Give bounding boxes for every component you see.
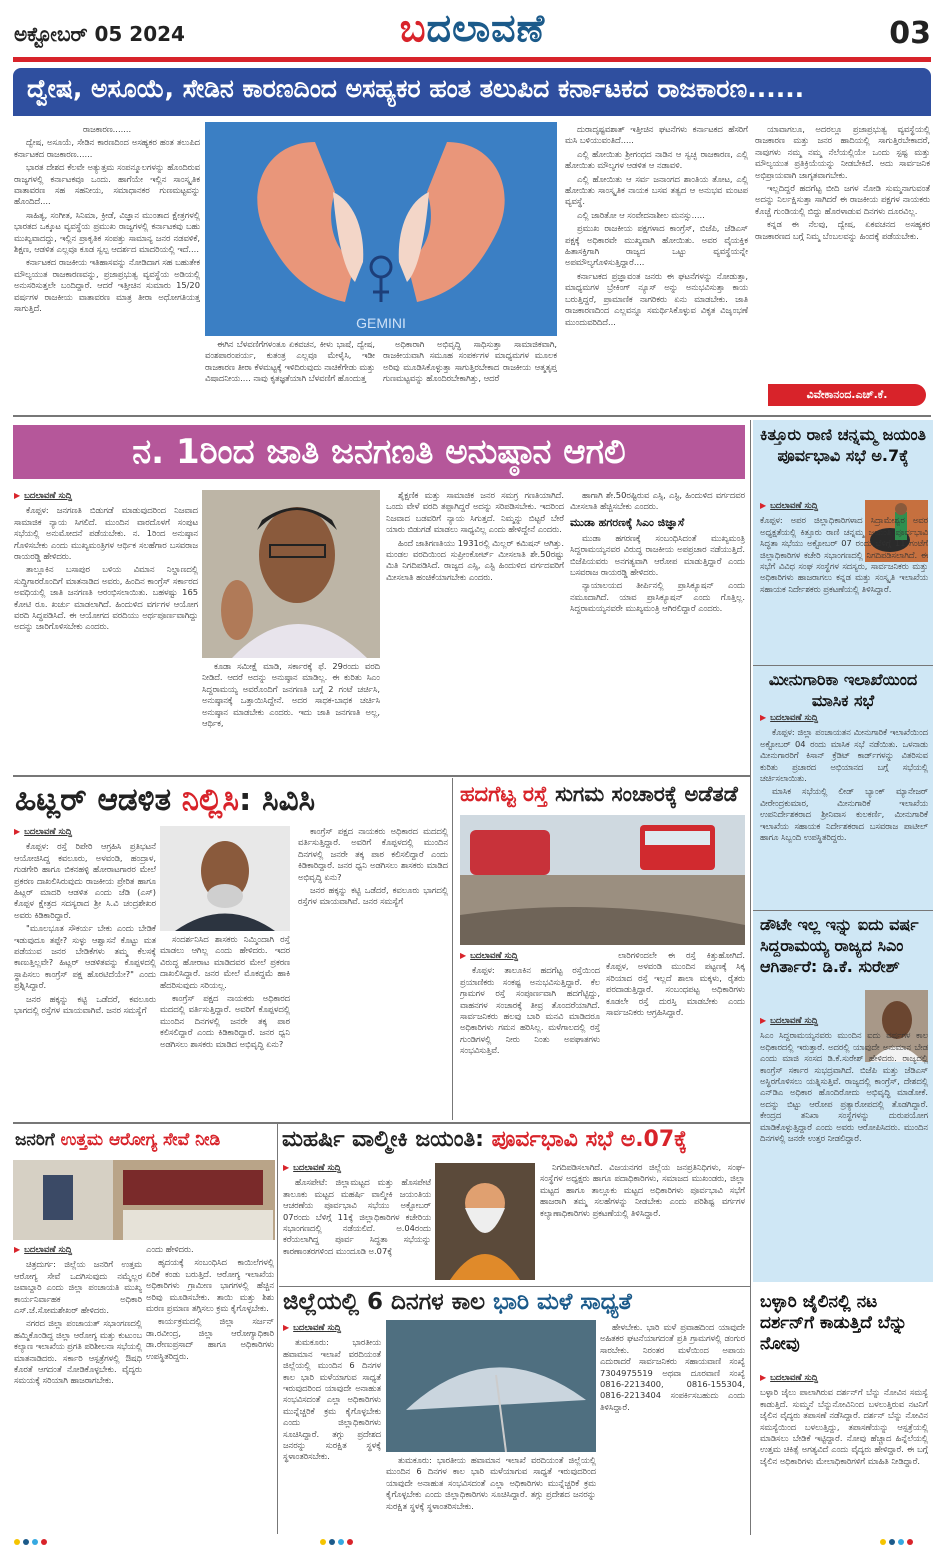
byline: ▶ ಬದಲಾವಣೆ ಸುದ್ದಿ [14, 490, 198, 502]
byline: ▶ ಬದಲಾವಣೆ ಸುದ್ದಿ [14, 1244, 142, 1256]
sidebar-divider [753, 665, 933, 666]
top-story-col1: ರಾಜಕಾರಣ....... ದ್ವೇಷ, ಅಸೂಯೆ, ಸೇಡಿನ ಕಾರಣದಿಂದ ಅಸಹ್ಯಕರ ಹಂತ ತಲುಪಿದ ಕರ್ನಾಟಕದ ರಾಜಕಾರಣ...... ಭಾರತ ದೇಶದ ಕೆಲವೇ ಅತ್ಯುತ್ತಮ ಸಂಪನ್ಮೂಲಗಳನ್ನು ಹೊಂದಿರುವ ರಾಜ್ಯಗಳಲ್ಲಿ ಕರ್ನಾಟಕವೂ ಒಂದು. ಹಾಗೆಯೇ ಇಲ್ಲಿನ ಸಾಂಸ್ಕೃತಿಕ ವಾತಾವರಣ ಸಹ ಸಹನೀಯ, ಸಮಾಧಾನಕರ ಗುಣಮಟ್ಟವನ್ನು ಹೊಂದಿದೆ.... ಸಾಹಿತ್ಯ, ಸಂಗೀತ, ಸಿನಿಮಾ, ಕ್ರೀಡೆ, ವಿಜ್ಞಾನ ಮುಂತಾದ ಕ್ಷೇತ್ರಗಳಲ್ಲಿ ಭಾರತದ ಒಕ್ಕೂಟ ವ್ಯವಸ್ಥೆಯ ಪ್ರಮುಖ ರಾಜ್ಯಗಳಲ್ಲಿ ಕರ್ನಾಟಕವು ಬಹು ಮುಖ್ಯವಾದದ್ದು, ಇಲ್ಲಿನ ಪ್ರಾಕೃತಿಕ ಸಂಪತ್ತು ಸಾಮಾನ್ಯ ಜನರ ನಡವಳಿಕೆ, ಶಿಕ್ಷಣ, ಆಡಳಿತ ಎಲ್ಲವೂ ಕೂಡ ಸ್ವಲ್ಪ ಆದರ್ಶದ ಮಾದರಿಯಲ್ಲಿ ಇದೆ.... ಕರ್ನಾಟಕದ ರಾಜಕೀಯ ಇತಿಹಾಸವನ್ನು ನೋಡಿದಾಗ ಸಹ ಬಹುತೇಕ ಮೌಲ್ಯಯುತ ರಾಜಕಾರಣವನ್ನು, ಪ್ರಜಾಪ್ರಭುತ್ವ ವ್ಯವಸ್ಥೆಯ ಅಡಿಯಲ್ಲಿ ಅನುಸರಿಸುತ್ತಲೇ ಬಂದಿದ್ದಾರೆ. ಆದರೆ ಇತ್ತೀಚಿನ ಸುಮಾರು 15/20 ವರ್ಷಗಳ ರಾಜಕೀಯ ವಾತಾವರಣ ಮಾತ್ರ ತೀರಾ ಅಧೋಗತಿಯತ್ತ ಸಾಗುತ್ತಿದೆ. [14, 124, 200, 314]
byline: ▶ ಬದಲಾವಣೆ ಸುದ್ದಿ [760, 712, 928, 724]
byline: ▶ ಬದಲಾವಣೆ ಸುದ್ದಿ [460, 950, 600, 962]
census-col3: ಶೈಕ್ಷಣಿಕ ಮತ್ತು ಸಾಮಾಜಿಕ ಜನರ ಸಮಗ್ರ ಗಣತಿಯಾಗಿದೆ. ಒಂದು ವೇಳೆ ವರದಿ ತಪ್ಪಾಗಿದ್ದರೆ ಅದನ್ನು ಸರಿಪಡಿಸಬೇಕು. ಇದರಿಂದ ನಿಜವಾದ ಬಡವರಿಗೆ ನ್ಯಾಯ ಸಿಗುತ್ತದೆ. ನಿಮ್ಮನ್ನು ಬಿಟ್ಟರೆ ಬೇರೆ ಯಾರು ಬಿಡುಗಡೆ ಮಾಡಲು ಸಾಧ್ಯವಿಲ್ಲ ಎಂದು ಹೇಳಿದ್ದೇನೆ ಎಂದರು. ಹಿಂದೆ ಜಾತಿಗಣತಿಯು 1931ರಲ್ಲಿ ಮಿಲ್ಲರ್ ಕಮಿಷನ್ ಆಗಿತ್ತು. ಮಂಡಲ ವರದಿಯಿಂದ ಸುಪ್ರೀಂಕೋರ್ಟ್ ಮೀಸಲಾತಿ ಶೇ.50ರಷ್ಟು ಮಿತಿ ನಿಗದಿಪಡಿಸಿದೆ. ರಾಜ್ಯದ ಎಸ್ಸಿ, ಎಸ್ಟಿ ಹಿಂದುಳಿದ ವರ್ಗದವರಿಗೆ ಮೀಸಲಾತಿ ಹಂಚಿಕೆಯಾಗಬೇಕು ಎಂದರು. [386, 490, 564, 582]
footer-dots-center [320, 1530, 356, 1549]
valmiki-col2: ನಿಗದಿಪಡಿಸಲಾಗಿದೆ. ವಿಜಯನಗರ ಜಿಲ್ಲೆಯ ಜನಪ್ರತಿನಿಧಿಗಳು, ಸಂಘ-ಸಂಸ್ಥೆಗಳ ಅಧ್ಯಕ್ಷರು ಹಾಗೂ ಪದಾಧಿಕಾರಿಗಳು, ಸಮಾಜದ ಮುಖಂಡರು, ಜಿಲ್ಲಾ ಮಟ್ಟದ ಹಾಗೂ ತಾಲ್ಲೂಕು ಮಟ್ಟದ ಅಧಿಕಾರಿಗಳು ಪೂರ್ವಭಾವಿ ಸಭೆಗೆ ಹಾಜರಾಗಿ ತಮ್ಮ ಸಲಹೆಗಳನ್ನು ನೀಡಬೇಕು ಎಂದು ಪರಿಶಿಷ್ಟ ವರ್ಗಗಳ ಕಲ್ಯಾಣಾಧಿಕಾರಿಗಳು ಪ್ರಕಟಣೆಯಲ್ಲಿ ತಿಳಿಸಿದ್ದಾರೆ. [540, 1162, 745, 1218]
footer-dot [23, 1539, 29, 1545]
sidebar-divider [753, 910, 933, 911]
byline: ▶ ಬದಲಾವಣೆ ಸುದ್ದಿ [760, 500, 860, 512]
kittur-body: ▶ ಬದಲಾವಣೆ ಸುದ್ದಿ ಕೊಪ್ಪಳ: ಅಪರ ಜಿಲ್ಲಾಧಿಕಾರಿಗಳಾದ ಸಿದ್ರಾಮೇಶ್ವರ ಅವರ ಅಧ್ಯಕ್ಷತೆಯಲ್ಲಿ ಕಿತ್ತೂರು ರಾಣಿ ಚನ್ನಮ್ಮ ಜಯಂತಿ ಪೂರ್ವಭಾವಿ ಸಿದ್ಧತಾ ಸಭೆಯು ಅಕ್ಟೋಬರ್ 07 ರಂದು ಬೆಳಿಗ್ಗೆ 11 ಗಂಟೆಗೆ ಜಿಲ್ಲಾಧಿಕಾರಿಗಳ ಕಚೇರಿ ಸಭಾಂಗಣದಲ್ಲಿ ನಿಗದಿಪಡಿಸಲಾಗಿದೆ. ಈ ಸಭೆಗೆ ವಿವಿಧ ಸಂಘ ಸಂಸ್ಥೆಗಳ ಸದಸ್ಯರು, ಸಾರ್ವಜನಿಕರು ಮತ್ತು ಅಧಿಕಾರಿಗಳು ಹಾಜರಾಗಲು ಕನ್ನಡ ಮತ್ತು ಸಂಸ್ಕೃತಿ ಇಲಾಖೆಯ ಸಹಾಯಕ ನಿರ್ದೇಶಕರು ಪ್ರಕಟಣೆಯಲ್ಲಿ ತಿಳಿಸಿದ್ದಾರೆ. [760, 500, 928, 660]
census-col4: ಹಾಗಾಗಿ ಶೇ.50ರಷ್ಟಿರುವ ಎಸ್ಸಿ, ಎಸ್ಟಿ, ಹಿಂದುಳಿದ ವರ್ಗದವರ ಮೀಸಲಾತಿ ಹೆಚ್ಚಿಸಬೇಕು ಎಂದರು. ಮುಡಾ ಹಗರಣಕ್ಕೆ ಸಿಎಂ ಜಿಜ್ಞಾಸೆ ಮುಡಾ ಹಗರಣಕ್ಕೆ ಸಂಬಂಧಿಸಿದಂತೆ ಮುಖ್ಯಮಂತ್ರಿ ಸಿದ್ದರಾಮಯ್ಯನವರ ವಿರುದ್ಧ ರಾಜಕೀಯ ಅಪಪ್ರಚಾರ ನಡೆಯುತ್ತಿದೆ. ಬಿಜೆಪಿಯವರು ಅನಗತ್ಯವಾಗಿ ಆರೋಪ ಮಾಡುತ್ತಿದ್ದಾರೆ ಎಂದು ಬಸವರಾಜ ರಾಯರಡ್ಡಿ ಹೇಳಿದರು. ನ್ಯಾಯಾಲಯದ ತೀರ್ಪಿನಲ್ಲಿ ಪ್ರಾಸಿಕ್ಯೂಷನ್ ಎಂದು ನಮೂದಾಗಿದೆ. ಯಾವ ಪ್ರಾಸಿಕ್ಯೂಷನ್ ಎಂದು ಗೊತ್ತಿಲ್ಲ. ಸಿದ್ದರಾಮಯ್ಯನವರೇ ಮುಖ್ಯಮಂತ್ರಿ ಆಗಿರಲಿದ್ದಾರೆ ಎಂದರು. [570, 490, 745, 614]
ballari-headline: ಬಳ್ಳಾರಿ ಜೈಲಿನಲ್ಲಿ ನಟ ದರ್ಶನ್‌ಗೆ ಕಾಡುತ್ತಿದೆ ಬೆನ್ನು ನೋವು [760, 1292, 908, 1354]
section-divider [13, 1122, 750, 1124]
dk-suresh-body: ▶ ಬದಲಾವಣೆ ಸುದ್ದಿ ಸಿಎಂ ಸಿದ್ದರಾಮಯ್ಯನವರು ಮುಂದಿನ ಐದು ವರ್ಷಗಳ ಕಾಲ ಅಧಿಕಾರದಲ್ಲಿ ಇರುತ್ತಾರೆ. ಅದರಲ್ಲಿ ಯಾವುದೇ ಅನುಮಾನ ಬೇಡ ಎಂದು ಮಾಜಿ ಸಂಸದ ಡಿ.ಕೆ.ಸುರೇಶ್ ಹೇಳಿದರು. ರಾಜ್ಯದಲ್ಲಿ ಕಾಂಗ್ರೆಸ್ ಸರ್ಕಾರ ಸುಭದ್ರವಾಗಿದೆ. ಬಿಜೆಪಿ ಮತ್ತು ಜೆಡಿಎಸ್ ಅಸ್ಥಿರಗೊಳಿಸಲು ಯತ್ನಿಸುತ್ತಿವೆ. ರಾಜ್ಯದಲ್ಲಿ ಕಾಂಗ್ರೆಸ್, ದೇಶದಲ್ಲಿ ಎನ್‌ಡಿಎ ಅಧಿಕಾರ ಹೊಂದಿರೋದು ಅಭಿವೃದ್ಧಿ ಮಾಡೋಕೆ. ಅದನ್ನು ಬಿಟ್ಟು ಆರೋಪ ಪ್ರತ್ಯಾರೋಪದಲ್ಲಿ ತೊಡಗಿದ್ದಾರೆ. ಕೇಂದ್ರದ ತನಿಖಾ ಸಂಸ್ಥೆಗಳನ್ನು ದುರುಪಯೋಗ ಮಾಡಿಕೊಳ್ಳುತ್ತಿದ್ದಾರೆ ಎಂದು ಅವರು ಆರೋಪಿಸಿದರು. ಮುಂದಿನ ದಿನಗಳಲ್ಲಿ ಜನರೇ ಉತ್ತರ ನೀಡಲಿದ್ದಾರೆ. [760, 1015, 928, 1280]
rain-headline: ಜಿಲ್ಲೆಯಲ್ಲಿ 6 ದಿನಗಳ ಕಾಲ ಭಾರಿ ಮಳೆ ಸಾಧ್ಯತೆ [283, 1289, 632, 1315]
byline: ▶ ಬದಲಾವಣೆ ಸುದ್ದಿ [760, 1372, 928, 1384]
valmiki-image [435, 1163, 535, 1280]
footer-dot [880, 1539, 886, 1545]
fisheries-headline: ಮೀನುಗಾರಿಕಾ ಇಲಾಖೆಯಿಂದ ಮಾಸಿಕ ಸಭೆ [768, 670, 918, 710]
column-divider [452, 778, 453, 1120]
top-story-col3: ದುರಾದೃಷ್ಟವಶಾತ್ ಇತ್ತೀಚಿನ ಘಟನೆಗಳು ಕರ್ನಾಟಕದ ಹೆಸರಿಗೆ ಮಸಿ ಬಳಿಯುವಂತಿದೆ..... ಎಲ್ಲಿ ಹೋಯಿತು ಶ್ರೀಗಂಧದ ನಾಡಿನ ಆ ಸ್ವಚ್ಛ ರಾಜಕಾರಣ, ಎಲ್ಲಿ ಹೋಯಿತು ಮೌಲ್ಯಗಳ ಆಡಳಿತ ಆ ನಡಾವಳಿ. ಎಲ್ಲಿ ಹೋಯಿತು ಆ ಸರ್ವ ಜನಾಂಗದ ಶಾಂತಿಯ ತೋಟ, ಎಲ್ಲಿ ಹೋಯಿತು ಸಾಂಸ್ಕೃತಿಕ ನಾಯಕ ಬಸವ ತತ್ವದ ಆ ಅನುಭವ ಮಂಟಪ ವ್ಯವಸ್ಥೆ. ಎಲ್ಲಿ ಜಾರಿತೋ ಆ ಸಂವೇದನಾಶೀಲ ಮನಸ್ಸು..... ಪ್ರಮುಖ ರಾಜಕೀಯ ಪಕ್ಷಗಳಾದ ಕಾಂಗ್ರೆಸ್, ಬಿಜೆಪಿ, ಜೆಡಿಎಸ್ ಪಕ್ಷಕ್ಕೆ ಅಧಿಕಾರವೇ ಮುಖ್ಯವಾಗಿ ಹೋಯಿತು. ಅವರ ವೈಯಕ್ತಿಕ ಹಿತಾಸಕ್ತಿಗಾಗಿ ರಾಜ್ಯದ ಒಟ್ಟು ವ್ಯವಸ್ಥೆಯನ್ನೇ ಅಪಮೌಲ್ಯಗೊಳಿಸುತ್ತಿದ್ದಾರೆ.... ಕರ್ನಾಟಕದ ಪ್ರಜ್ಞಾವಂತ ಜನರು ಈ ಘಟನೆಗಳನ್ನು ನೋಡುತ್ತಾ, ಮಾಧ್ಯಮಗಳ ಬ್ರೇಕಿಂಗ್ ನ್ಯೂಸ್ ಅನ್ನು ಅನುಭವಿಸುತ್ತಾ ಕಾಯ ಬರುತ್ತಿದ್ದರೆ, ಪ್ರಾಮಾಣಿಕ ನಾಗರಿಕರು ಏನು ಮಾಡಬೇಕು. ಜಾತಿ ರಾಜಕಾರಣದಿಂದ ಎಲ್ಲವನ್ನೂ ಸಮರ್ಥಿಸಿಕೊಳ್ಳುವ ವಿಕೃತ ವಿಜೃಂಭಣೆ ಮುಂದುವರಿದಿದೆ... [565, 124, 748, 327]
cv-chandrashekar-photo [160, 826, 290, 931]
health-meeting-photo [13, 1160, 275, 1240]
dk-suresh-headline: ಡೌಟೇ ಇಲ್ಲ ಇನ್ನು ಐದು ವರ್ಷ ಸಿದ್ದರಾಮಯ್ಯ ರಾಜ್ಯದ ಸಿಎಂ ಆಗಿರ್ತಾರೆ: ಡಿ.ಕೆ. ಸುರೇಶ್ [760, 915, 919, 976]
rain-col1b: ತುಮಕೂರು: ಭಾರತೀಯ ಹವಾಮಾನ ಇಲಾಖೆ ವರದಿಯಂತೆ ಜಿಲ್ಲೆಯಲ್ಲಿ ಮುಂದಿನ 6 ದಿನಗಳ ಕಾಲ ಭಾರಿ ಮಳೆಯಾಗುವ ಸಾಧ್ಯತೆ ಇರುವುದರಿಂದ ಯಾವುದೇ ಅನಾಹುತ ಸಂಭವಿಸದಂತೆ ಎಲ್ಲಾ ಅಧಿಕಾರಿಗಳು ಮುನ್ನೆಚ್ಚರಿಕೆ ಕ್ರಮ ಕೈಗೊಳ್ಳಬೇಕು ಎಂದು ಜಿಲ್ಲಾಧಿಕಾರಿಗಳು ಸೂಚಿಸಿದ್ದಾರೆ. ತಗ್ಗು ಪ್ರದೇಶದ ಜನರನ್ನು ಸುರಕ್ಷಿತ ಸ್ಥಳಕ್ಕೆ ಸ್ಥಳಾಂತರಿಸಬೇಕು. [386, 1455, 596, 1511]
hitler-headline: ಹಿಟ್ಲರ್ ಆಡಳಿತ ನಿಲ್ಲಿಸಿ: ಸಿವಿಸಿ [15, 782, 316, 818]
top-story-col2b: ಅಧಿಕಾರಾಗಿ ಅಭಿವೃದ್ಧಿ ಸಾಧಿಸುತ್ತಾ ಸಾಮಾಜಿಕವಾಗಿ, ರಾಜಕೀಯವಾಗಿ ಸಮೂಹ ಸಂಪರ್ಕಗಳ ಮಾಧ್ಯಮಗಳ ಮೂಲಕ ಅರಿವು ಮೂಡಿಸಿಕೊಳ್ಳುತ್ತಾ ಸಾಗುತ್ತಿರಬೇಕಾದ ರಾಜಕೀಯ ಆತ್ಮತೃಪ್ತ ಗುಣಮಟ್ಟವನ್ನು ಹೊಂದಿರಬೇಕಾಗಿತ್ತು, ಆದರೆ [383, 339, 557, 384]
ballari-body: ▶ ಬದಲಾವಣೆ ಸುದ್ದಿ ಬಳ್ಳಾರಿ ಜೈಲು ಪಾಲಾಗಿರುವ ದರ್ಶನ್‌ಗೆ ಬೆನ್ನು ನೋವಿನ ಸಮಸ್ಯೆ ಕಾಡುತ್ತಿದೆ. ಸುಮ್ಮನೆ ಬೆನ್ನುನೋವಿನಿಂದ ಬಳಲುತ್ತಿರುವ ನಟನಿಗೆ ಜೈಲಿನ ವೈದ್ಯರು ತಪಾಸಣೆ ನಡೆಸಿದ್ದಾರೆ. ದರ್ಶನ್ ಬೆನ್ನು ನೋವಿನ ಸಮಸ್ಯೆಯಿಂದ ಬಳಲುತ್ತಿದ್ದು, ತಪಾಸಣೆಯನ್ನು ಆಸ್ಪತ್ರೆಯಲ್ಲಿ ಮಾಡಿಸಲು ಬೇಡಿಕೆ ಇಟ್ಟಿದ್ದಾರೆ. ನೋವು ಹೆಚ್ಚಾದ ಹಿನ್ನೆಲೆಯಲ್ಲಿ ಉತ್ತಮ ಚಿಕಿತ್ಸೆ ಅಗತ್ಯವಿದೆ ಎಂದು ವೈದ್ಯರು ಹೇಳಿದ್ದಾರೆ. ಈ ಬಗ್ಗೆ ಜೈಲಿನ ಅಧಿಕಾರಿಗಳು ಮೇಲಾಧಿಕಾರಿಗಳಿಗೆ ಮಾಹಿತಿ ನೀಡಿದ್ದಾರೆ. [760, 1372, 928, 1532]
footer-dots-right [880, 1530, 916, 1549]
byline: ▶ ಬದಲಾವಣೆ ಸುದ್ದಿ [14, 826, 156, 838]
road-col1: ▶ ಬದಲಾವಣೆ ಸುದ್ದಿ ಕೊಪ್ಪಳ: ತಾಲೂಕಿನ ಹದಗೆಟ್ಟ ರಸ್ತೆಯಿಂದ ಪ್ರಯಾಣಿಕರು ಸಂಕಷ್ಟ ಅನುಭವಿಸುತ್ತಿದ್ದಾರೆ. ಕೆಲ ಗ್ರಾಮಗಳ ರಸ್ತೆ ಸಂಪೂರ್ಣವಾಗಿ ಹದಗೆಟ್ಟಿದ್ದು, ವಾಹನಗಳ ಸಂಚಾರಕ್ಕೆ ತೀವ್ರ ತೊಂದರೆಯಾಗಿದೆ. ಸಾರ್ವಜನಿಕರು ಹಲವು ಬಾರಿ ಮನವಿ ಮಾಡಿದರೂ ಅಧಿಕಾರಿಗಳು ಗಮನ ಹರಿಸಿಲ್ಲ. ಮಳೆಗಾಲದಲ್ಲಿ ರಸ್ತೆ ಗುಂಡಿಗಳಲ್ಲಿ ನೀರು ನಿಂತು ಅಪಘಾತಗಳು ಸಂಭವಿಸುತ್ತಿವೆ. [460, 950, 600, 1118]
health-col1: ▶ ಬದಲಾವಣೆ ಸುದ್ದಿ ಚಿತ್ರದುರ್ಗ: ಜಿಲ್ಲೆಯ ಜನರಿಗೆ ಉತ್ತಮ ಆರೋಗ್ಯ ಸೇವೆ ಒದಗಿಸುವುದು ನಮ್ಮೆಲ್ಲರ ಜವಾಬ್ದಾರಿ ಎಂದು ಜಿಲ್ಲಾ ಪಂಚಾಯತಿ ಮುಖ್ಯ ಕಾರ್ಯನಿರ್ವಾಹಕ ಅಧಿಕಾರಿ ಎಸ್.ಜೆ.ಸೋಮಶೇಖರ್ ಹೇಳಿದರು. ನಗರದ ಜಿಲ್ಲಾ ಪಂಚಾಯತ್ ಸಭಾಂಗಣದಲ್ಲಿ ಹಮ್ಮಿಕೊಂಡಿದ್ದ ಜಿಲ್ಲಾ ಆರೋಗ್ಯ ಮತ್ತು ಕುಟುಂಬ ಕಲ್ಯಾಣ ಇಲಾಖೆಯ ಪ್ರಗತಿ ಪರಿಶೀಲನಾ ಸಭೆಯಲ್ಲಿ ಮಾತನಾಡಿದರು. ಸರ್ಕಾರಿ ಆಸ್ಪತ್ರೆಗಳಲ್ಲಿ ಔಷಧಿ ಕೊರತೆ ಆಗದಂತೆ ನೋಡಿಕೊಳ್ಳಬೇಕು. ವೈದ್ಯರು ಸಮಯಕ್ಕೆ ಸರಿಯಾಗಿ ಹಾಜರಾಗಬೇಕು. [14, 1244, 142, 1532]
road-headline: ಹದಗೆಟ್ಟ ರಸ್ತೆ ಸುಗಮ ಸಂಚಾರಕ್ಕೆ ಅಡೆತಡೆ [460, 782, 738, 806]
rain-col2: ಹೇಳಬೇಕು. ಭಾರಿ ಮಳೆ ಪ್ರವಾಹದಿಂದ ಯಾವುದೇ ಅಹಿತಕರ ಘಟನೆಯಾಗದಂತೆ ಪ್ರತಿ ಗ್ರಾಮಗಳಲ್ಲಿ ಡಂಗುರ ಸಾರಬೇಕು. ನಿರಂತರ ಮಳೆಯಿಂದ ಅಪಾಯ ಎದುರಾದರೆ ಸಾರ್ವಜನಿಕರು ಸಹಾಯವಾಣಿ ಸಂಖ್ಯೆ 7304975519 ಅಥವಾ ದೂರವಾಣಿ ಸಂಖ್ಯೆ 0816-2213400, 0816-155304, 0816-2213404 ಸಂಪರ್ಕಿಸಬಹುದು ಎಂದು ತಿಳಿಸಿದ್ದಾರೆ. [600, 1322, 745, 1412]
footer-dots-left [14, 1530, 50, 1549]
footer-dot [907, 1539, 913, 1545]
rain-col1: ▶ ಬದಲಾವಣೆ ಸುದ್ದಿ ತುಮಕೂರು: ಭಾರತೀಯ ಹವಾಮಾನ ಇಲಾಖೆ ವರದಿಯಂತೆ ಜಿಲ್ಲೆಯಲ್ಲಿ ಮುಂದಿನ 6 ದಿನಗಳ ಕಾಲ ಭಾರಿ ಮಳೆಯಾಗುವ ಸಾಧ್ಯತೆ ಇರುವುದರಿಂದ ಯಾವುದೇ ಅನಾಹುತ ಸಂಭವಿಸದಂತೆ ಎಲ್ಲಾ ಅಧಿಕಾರಿಗಳು ಮುನ್ನೆಚ್ಚರಿಕೆ ಕ್ರಮ ಕೈಗೊಳ್ಳಬೇಕು ಎಂದು ಜಿಲ್ಲಾಧಿಕಾರಿಗಳು ಸೂಚಿಸಿದ್ದಾರೆ. ತಗ್ಗು ಪ್ರದೇಶದ ಜನರನ್ನು ಸುರಕ್ಷಿತ ಸ್ಥಳಕ್ಕೆ ಸ್ಥಳಾಂತರಿಸಬೇಕು. [283, 1322, 381, 1532]
census-subhead: ಮುಡಾ ಹಗರಣಕ್ಕೆ ಸಿಎಂ ಜಿಜ್ಞಾಸೆ [570, 515, 685, 529]
author-byline: ವಿವೇಕಾನಂದ.ಎಚ್.ಕೆ. [768, 384, 926, 406]
byline: ▶ ಬದಲಾವಣೆ ಸುದ್ದಿ [283, 1162, 431, 1174]
byline: ▶ ಬದಲಾವಣೆ ಸುದ್ದಿ [283, 1322, 381, 1334]
hitler-col1: ▶ ಬದಲಾವಣೆ ಸುದ್ದಿ ಕೊಪ್ಪಳ: ರಸ್ತೆ ರಿಪೇರಿ ಆಗ್ರಹಿಸಿ ಪ್ರತಿಭಟನೆ ಆಯೋಜಿಸಿದ್ದ ಕವಲೂರು, ಅಳವಂಡಿ, ಹಂದ್ರಾಳ, ಗುಡಗೇರಿ ಹಾಗೂ ಬಿಕನಹಳ್ಳಿ ಹೋರಾಟಗಾರರ ಮೇಲೆ ಪ್ರಕರಣ ದಾಖಲಿಸಿರುವುದು ರಾಜಕೀಯ ಪ್ರೇರಿತ ಹಾಗೂ ಹಿಟ್ಲರ್ ಮಾದರಿ ಆಡಳಿತ ಎಂದು ಜೆಡಿ (ಎಸ್) ಕೊಪ್ಪಳ ಕ್ಷೇತ್ರದ ಸದಸ್ಯರಾದ ಶ್ರೀ ಸಿ.ವಿ ಚಂದ್ರಶೇಖರ ಅವರು ಕಿಡಿಕಾರಿದ್ದಾರೆ. "ಮೂಲಭೂತ ಸೌಕರ್ಯ ಬೇಕು ಎಂದು ಬೇಡಿಕೆ ಇಡುವುದೂ ತಪ್ಪೇ? ಸುಳ್ಳು ಆಶ್ವಾಸನೆ ಕೊಟ್ಟು ಮತ ಪಡೆಯುವ ಜನರ ಬೇಡಿಕೆಗಳು ತಮ್ಮ ಕೆಲಸಕ್ಕೆ ಕಾಣುತ್ತಿಲ್ಲವೇ? ಹಿಟ್ಲರ್ ಆಡಳಿತವನ್ನು ಕೊಪ್ಪಳದಲ್ಲಿ ಸ್ಥಾಪಿಸಲು ಕಾಂಗ್ರೆಸ್ ಪಕ್ಷ ಹೊರಟಿದೆಯೇ?" ಎಂದು ಪ್ರಶ್ನಿಸಿದ್ದಾರೆ. ಜನರ ಹಕ್ಕನ್ನು ಕಟ್ಟಿ ಒಡೆದರೆ, ಕವಲೂರು ಭಾಗದಲ್ಲಿ ರಸ್ತೆಗಳ ಮಾಯವಾಗಿವೆ. ಜನರ ಸಮಸ್ಯೆಗೆ [14, 826, 156, 1118]
rain-umbrella-photo [386, 1320, 596, 1452]
column-divider [750, 420, 751, 1535]
road-col2: ಲಾರಿಗಳಿಂದಲೇ ಈ ರಸ್ತೆ ಕಿತ್ತುಹೋಗಿದೆ. ಕೊಪ್ಪಳ, ಅಳವಂಡಿ ಮುಂದಿನ ಪಟ್ಟಣಕ್ಕೆ ಸಿಕ್ಕ ಸರಿಯಾದ ರಸ್ತೆ ಇಲ್ಲದೆ ಶಾಲಾ ಮಕ್ಕಳು, ರೈತರು ಪರದಾಡುತ್ತಿದ್ದಾರೆ. ಸಂಬಂಧಪಟ್ಟ ಅಧಿಕಾರಿಗಳು ಕೂಡಲೇ ರಸ್ತೆ ದುರಸ್ತಿ ಮಾಡಬೇಕು ಎಂದು ಸಾರ್ವಜನಿಕರು ಆಗ್ರಹಿಸಿದ್ದಾರೆ. [606, 950, 745, 1018]
census-headline: ನ. 1ರಿಂದ ಜಾತಿ ಜನಗಣತಿ ಅನುಷ್ಠಾನ ಆಗಲಿ [13, 425, 745, 479]
census-col1: ▶ ಬದಲಾವಣೆ ಸುದ್ದಿ ಕೊಪ್ಪಳ: ಜನಗಣತಿ ಬಿಡುಗಡೆ ಮಾಡುವುದರಿಂದ ನಿಜವಾದ ಸಾಮಾಜಿಕ ನ್ಯಾಯ ಸಿಗಲಿದೆ. ಮುಂದಿನ ವಾರದೊಳಗೆ ಸಂಪುಟ ಸಭೆಯಲ್ಲಿ ಅನುಮೋದನೆ ಪಡೆಯಬೇಕು. ನ. 1ರಿಂದ ಅನುಷ್ಠಾನ ಗೊಳಿಸಬೇಕು ಎಂದು ಮುಖ್ಯಮಂತ್ರಿಗಳ ಆರ್ಥಿಕ ಸಲಹೆಗಾರ ಬಸವರಾಜ ರಾಯರಡ್ಡಿ ಹೇಳಿದರು. ತಾಲ್ಲೂಕಿನ ಬಸಾಪುರ ಬಳಿಯ ವಿಮಾನ ನಿಲ್ದಾಣದಲ್ಲಿ ಸುದ್ದಿಗಾರರೊಂದಿಗೆ ಮಾತನಾಡಿದ ಅವರು, ಹಿಂದಿನ ಕಾಂಗ್ರೆಸ್ ಸರ್ಕಾರದ ಅವಧಿಯಲ್ಲಿ ಜಾತಿ ಜನಗಣತಿ ಆರಂಭಿಸಲಾಯಿತು. ಬಹಳಷ್ಟು 165 ಕೋಟಿ ರೂ. ಖರ್ಚು ಮಾಡಲಾಗಿದೆ. ಹಿಂದುಳಿದ ವರ್ಗಗಳ ಆಯೋಗ ವರದಿ ಸಿದ್ಧಪಡಿಸಿದೆ. ಈ ಆಯೋಗದ ವರದಿಯು ಅರ್ಥಪೂರ್ಣವಾಗಿದ್ದು ಅದನ್ನು ಜಾರಿಗೊಳಿಸಬೇಕು ಎಂದರು. [14, 490, 198, 770]
page-number: 03 [889, 16, 931, 51]
hitler-col3: ಕಾಂಗ್ರೆಸ್ ಪಕ್ಷದ ನಾಯಕರು ಅಧಿಕಾರದ ಮದದಲ್ಲಿ ವರ್ತಿಸುತ್ತಿದ್ದಾರೆ. ಅವರಿಗೆ ಕೊಪ್ಪಳದಲ್ಲಿ ಮುಂದಿನ ದಿನಗಳಲ್ಲಿ ಜನರೇ ತಕ್ಕ ಪಾಠ ಕಲಿಸಲಿದ್ದಾರೆ ಎಂದು ಕಿಡಿಕಾರಿದ್ದಾರೆ. ಜನರ ಧ್ವನಿ ಅಡಗಿಸಲು ಶಾಸಕರು ಮಾಡಿದ ಅಭಿವೃದ್ಧಿ ಏನು? ಜನರ ಹಕ್ಕನ್ನು ಕಟ್ಟಿ ಒಡೆದರೆ, ಕವಲೂರು ಭಾಗದಲ್ಲಿ ರಸ್ತೆಗಳ ಮಾಯವಾಗಿವೆ. ಜನರ ಸಮಸ್ಯೆಗೆ [298, 826, 448, 907]
fisheries-body: ▶ ಬದಲಾವಣೆ ಸುದ್ದಿ ಕೊಪ್ಪಳ: ಜಿಲ್ಲಾ ಪಂಚಾಯತನ ಮೀನುಗಾರಿಕೆ ಇಲಾಖೆಯಿಂದ ಅಕ್ಟೋಬರ್ 04 ರಂದು ಮಾಸಿಕ ಸಭೆ ನಡೆಯಿತು. ಒಳನಾಡು ಮೀನುಗಾರರಿಗೆ ಕಿಸಾನ್ ಕ್ರೆಡಿಟ್ ಕಾರ್ಡ್‌ಗಳನ್ನು ವಿತರಿಸುವ ಕುರಿತು ಪ್ರಚಾರದ ಅಭಿಯಾನದ ಬಗ್ಗೆ ಸಭೆಯಲ್ಲಿ ಚರ್ಚಿಸಲಾಯಿತು. ಮಾಸಿಕ ಸಭೆಯಲ್ಲಿ ಲೀಡ್ ಬ್ಯಾಂಕ್ ಮ್ಯಾನೇಜರ್ ವೀರೇಂದ್ರಕುಮಾರ, ಮೀನುಗಾರಿಕೆ ಇಲಾಖೆಯ ಉಪನಿರ್ದೇಶಕರಾದ ಶ್ರೀನಿವಾಸ ಕುಲಕರ್ಣಿ, ಮೀನುಗಾರಿಕೆ ಇಲಾಖೆಯ ಸಹಾಯಕ ನಿರ್ದೇಶಕರಾದ ಬಸವರಾಜ ಪಾಟೀಲ್ ಹಾಗೂ ಸಿಬ್ಬಂದಿ ಉಪಸ್ಥಿತರಿದ್ದರು. [760, 712, 928, 900]
top-story-col2a: ಈಗಿನ ಬೆಳವಣಿಗೆಗಳಂತೂ ಏಕವಚನ, ಕೀಳು ಭಾಷೆ, ದ್ವೇಷ, ವಂಶಪಾರಂಪರ್ಯ, ಕುತಂತ್ರ ಎಲ್ಲವೂ ಮೇಳೈಸಿ, ಇಡೀ ರಾಜಕಾರಣ ತೀರಾ ಕೆಳಮಟ್ಟಕ್ಕೆ ಇಳಿದಿರುವುದು ನಾಚಿಕೆಗೇಡು ಮತ್ತು ವಿಷಾದನೀಯ.... ನಾವು ಕೃತಜ್ಞತೆಯಾಗಿ ಬೆಳವಣಿಗೆ ಹೊಂದುತ್ತ [205, 339, 375, 384]
column-divider [277, 1124, 278, 1534]
footer-dot [329, 1539, 335, 1545]
header-divider [13, 57, 931, 62]
top-story-headline: ದ್ವೇಷ, ಅಸೂಯೆ, ಸೇಡಿನ ಕಾರಣದಿಂದ ಅಸಹ್ಯಕರ ಹಂತ ತಲುಪಿದ ಕರ್ನಾಟಕದ ರಾಜಕಾರಣ...... [13, 68, 931, 116]
valmiki-headline: ಮಹರ್ಷಿ ವಾಲ್ಮೀಕಿ ಜಯಂತಿ: ಪೂರ್ವಭಾವಿ ಸಭೆ ಅ.07ಕ್ಕೆ [282, 1127, 688, 1152]
health-col2: ಎಂದು ಹೇಳಿದರು. ಹೃದಯಕ್ಕೆ ಸಂಬಂಧಿಸಿದ ಕಾಯಿಲೆಗಳಲ್ಲಿ ಏರಿಕೆ ಕಂಡು ಬರುತ್ತಿದೆ. ಆರೋಗ್ಯ ಇಲಾಖೆಯ ಅಧಿಕಾರಿಗಳು ಗ್ರಾಮೀಣ ಭಾಗಗಳಲ್ಲಿ ಹೆಚ್ಚಿನ ಅರಿವು ಮೂಡಿಸಬೇಕು. ತಾಯಿ ಮತ್ತು ಶಿಶು ಮರಣ ಪ್ರಮಾಣ ತಗ್ಗಿಸಲು ಕ್ರಮ ಕೈಗೊಳ್ಳಬೇಕು. ಕಾರ್ಯಕ್ರಮದಲ್ಲಿ ಜಿಲ್ಲಾ ಸರ್ಜನ್ ಡಾ.ರವೀಂದ್ರ, ಜಿಲ್ಲಾ ಆರೋಗ್ಯಾಧಿಕಾರಿ ಡಾ.ರೇಣುಪ್ರಸಾದ್ ಹಾಗೂ ಅಧಿಕಾರಿಗಳು ಉಪಸ್ಥಿತರಿದ್ದರು. [146, 1244, 274, 1361]
kittur-headline: ಕಿತ್ತೂರು ರಾಣಿ ಚನ್ನಮ್ಮ ಜಯಂತಿ ಪೂರ್ವಭಾವಿ ಸಭೆ ಅ.7ಕ್ಕೆ [759, 425, 927, 465]
health-headline: ಜನರಿಗೆ ಉತ್ತಮ ಆರೋಗ್ಯ ಸೇವೆ ನೀಡಿ [15, 1130, 221, 1150]
footer-dot [898, 1539, 904, 1545]
byline: ▶ ಬದಲಾವಣೆ ಸುದ್ದಿ [760, 1015, 860, 1027]
valmiki-col1: ▶ ಬದಲಾವಣೆ ಸುದ್ದಿ ಹೊಸಪೇಟೆ: ಜಿಲ್ಲಾಮಟ್ಟದ ಮತ್ತು ಹೊಸಪೇಟೆ ತಾಲೂಕು ಮಟ್ಟದ ಮಹರ್ಷಿ ವಾಲ್ಮೀಕಿ ಜಯಂತಿಯ ಆಚರಣೆಯ ಪೂರ್ವಭಾವಿ ಸಭೆಯು ಅಕ್ಟೋಬರ್ 07ರಂದು ಬೆಳಿಗ್ಗೆ 11ಕ್ಕೆ ಜಿಲ್ಲಾಧಿಕಾರಿಗಳ ಕಚೇರಿಯ ಸಭಾಂಗಣದಲ್ಲಿ ನಡೆಯಲಿದೆ. ಅ.04ರಂದು ಕರೆಯಲಾಗಿದ್ದ ಪೂರ್ವ ಸಿದ್ಧತಾ ಸಭೆಯನ್ನು ಕಾರಣಾಂತರಗಳಿಂದ ಮುಂದೂಡಿ ಅ.07ಕ್ಕೆ [283, 1162, 431, 1282]
footer-dot [32, 1539, 38, 1545]
gemini-label: GEMINI [356, 315, 406, 331]
section-divider [13, 415, 931, 417]
damaged-road-photo [460, 815, 745, 945]
census-col2: ಕೂಡಾ ಸಮೀಕ್ಷೆ ಮಾಡಿ, ಸರ್ಕಾರಕ್ಕೆ ಫೆ. 29ರಂದು ವರದಿ ನೀಡಿದೆ. ಆದರೆ ಅದನ್ನು ಅನುಷ್ಠಾನ ಮಾಡಿಲ್ಲ. ಈ ಕುರಿತು ಸಿಎಂ ಸಿದ್ದರಾಮಯ್ಯ ಅವರೊಂದಿಗೆ ಜನಗಣತಿ ಬಗ್ಗೆ 2 ಗಂಟೆ ಚರ್ಚಿಸಿ, ಅನುಷ್ಠಾನಕ್ಕೆ ಒತ್ತಾಯಿಸಿದ್ದೇನೆ. ಅದರ ಸಾಧಕ-ಬಾಧಕ ಚರ್ಚಿಸಿ ಅನುಷ್ಠಾನ ಮಾಡಬೇಕು ಎಂದರು. ಇದು ಜಾತಿ ಜನಗಣತಿ ಅಲ್ಲ, ಆರ್ಥಿಕ, [202, 661, 380, 729]
speaker-photo [202, 490, 380, 658]
footer-dot [347, 1539, 353, 1545]
footer-dot [338, 1539, 344, 1545]
gemini-illustration [205, 122, 557, 336]
top-story-col4: ಯಾವಾಗಲೂ, ಅದರಲ್ಲೂ ಪ್ರಜಾಪ್ರಭುತ್ವ ವ್ಯವಸ್ಥೆಯಲ್ಲಿ ರಾಜಕಾರಣ ಮತ್ತು ಜನರ ಹಾದಿಯಲ್ಲಿ ಸಾಗುತ್ತಿರಬೇಕಾದರೆ, ನಾವುಗಳು ನಮ್ಮ ನಮ್ಮ ನೆಲೆಯಲ್ಲಿಯೇ ಒಂದು ಸ್ಪಷ್ಟ ಮತ್ತು ಮೌಲ್ಯಯುತ ಪ್ರತಿಕ್ರಿಯೆಯನ್ನು ನೀಡಬೇಕಿದೆ. ಅದು ಸಾರ್ವಜನಿಕ ಅಭಿಪ್ರಾಯವಾಗಿ ಜಾಗೃತವಾಗಬೇಕು. ಇಲ್ಲದಿದ್ದರೆ ಹದಗೆಟ್ಟ ಬೀದಿ ಜಗಳ ನೋಡಿ ಸುಮ್ಮನಾಗುವಂತೆ ಅದನ್ನು ನಿರ್ಲಕ್ಷಿಸುತ್ತಾ ಸಾಗಿದರೆ ಈ ರಾಜಕೀಯ ಪಕ್ಷಗಳ ನಾಯಕರು ಕೊಚ್ಚೆ ಗುಂಡಿಯಲ್ಲಿ ಬಿದ್ದು ಹೊರಳಾಡುವ ದಿನಗಳು ದೂರವಿಲ್ಲ. ಕನ್ನಡ ಈ ನೆಲವು, ದ್ವೇಷ, ಏಕವಚನದ ಅಸಹ್ಯಕರ ರಾಜಕಾರಣದ ಬಗ್ಗೆ ನಿಮ್ಮ ಬೆಂಬಲವನ್ನು ಹಿಂದಕ್ಕೆ ಪಡೆಯಬೇಕು. [755, 124, 930, 241]
section-divider [13, 775, 750, 777]
footer-dot [14, 1539, 20, 1545]
footer-dot [320, 1539, 326, 1545]
section-divider [279, 1286, 750, 1287]
footer-dot [41, 1539, 47, 1545]
hitler-col2: ಸಂದರ್ಶನಿಸಿದ ಶಾಸಕರು ನಿಮ್ಮಿಂದಾಗಿ ರಸ್ತೆ ಮಾಡಲು ಆಗಿಲ್ಲ ಎಂದು ಹೇಳಿದರು. ಇದರ ವಿರುದ್ಧ ಹೋರಾಟ ಮಾಡಿದವರ ಮೇಲೆ ಪ್ರಕರಣ ದಾಖಲಿಸಿದ್ದಾರೆ. ಜನರ ಮೇಲೆ ಮೊಕದ್ದಮೆ ಹಾಕಿ ಹೆದರಿಸುವುದು ಸರಿಯಲ್ಲ. ಕಾಂಗ್ರೆಸ್ ಪಕ್ಷದ ನಾಯಕರು ಅಧಿಕಾರದ ಮದದಲ್ಲಿ ವರ್ತಿಸುತ್ತಿದ್ದಾರೆ. ಅವರಿಗೆ ಕೊಪ್ಪಳದಲ್ಲಿ ಮುಂದಿನ ದಿನಗಳಲ್ಲಿ ಜನರೇ ತಕ್ಕ ಪಾಠ ಕಲಿಸಲಿದ್ದಾರೆ ಎಂದು ಕಿಡಿಕಾರಿದ್ದಾರೆ. ಜನರ ಧ್ವನಿ ಅಡಗಿಸಲು ಶಾಸಕರು ಮಾಡಿದ ಅಭಿವೃದ್ಧಿ ಏನು? [160, 934, 290, 1049]
masthead-logo: ಬದಲಾವಣೆ [399, 6, 546, 50]
footer-dot [889, 1539, 895, 1545]
issue-date: ಅಕ್ಟೋಬರ್ 05 2024 [14, 22, 185, 46]
